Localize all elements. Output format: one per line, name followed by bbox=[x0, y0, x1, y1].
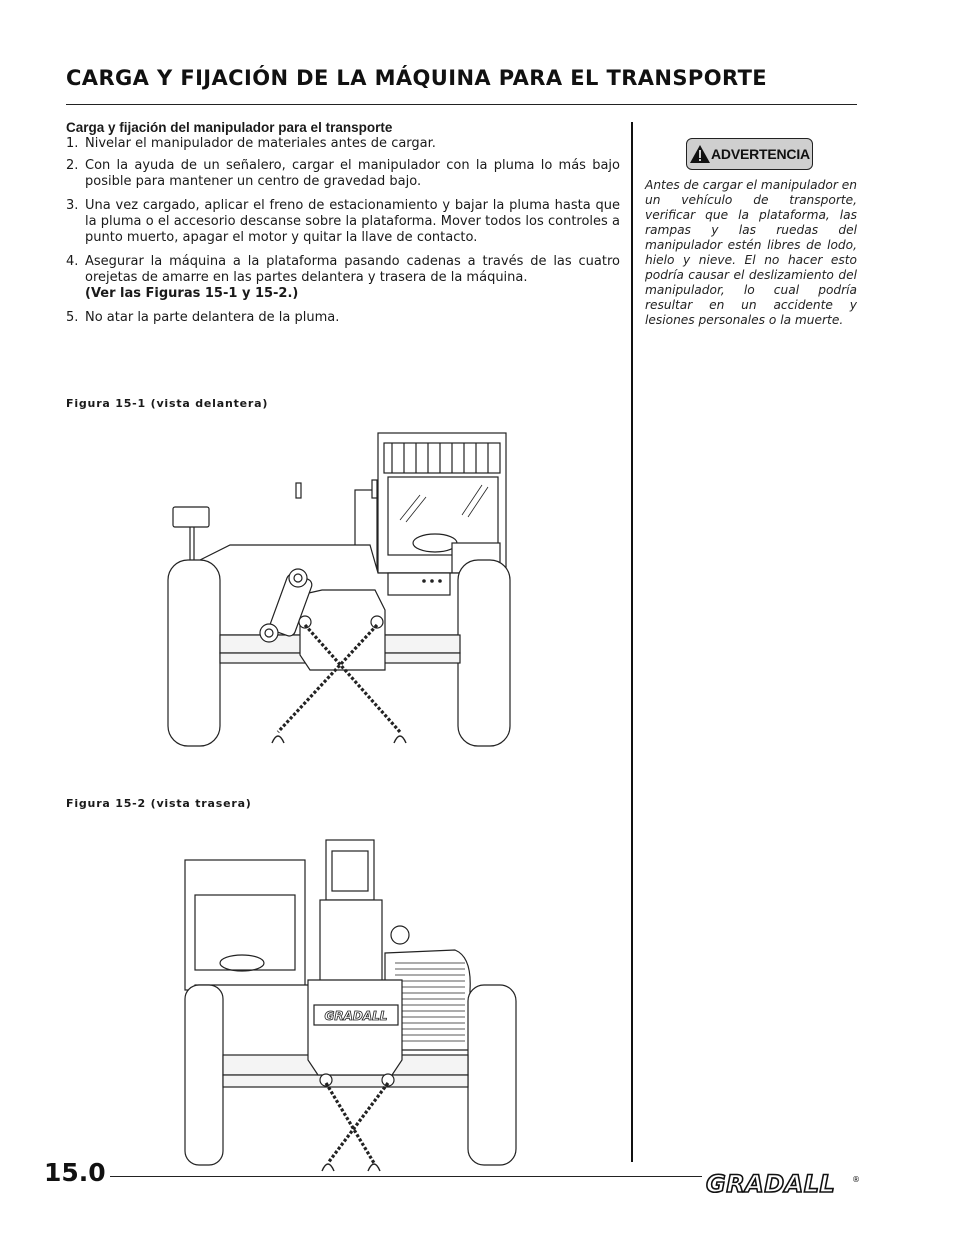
title-divider bbox=[66, 104, 857, 105]
steps-list bbox=[66, 136, 620, 326]
warning-text: Antes de cargar el manipulador en un vehículo de transporte, verificar que la plataforma, las rampas y las ruedas del manipulador estén libres de lodo, hielo y nieve. El no hacer esto podría causar el deslizamiento del manipulador, lo cual podría resultar en un accidente y lesiones personales o la muerte. bbox=[645, 178, 857, 327]
counterweight-logo-text: GRADALL bbox=[324, 1009, 388, 1023]
section-subheading: Carga y fijación del manipulador para el transporte bbox=[66, 120, 393, 135]
step-item: 4. Asegurar la máquina a la plataforma pasando cadenas a través de las cuatro orejetas de amarre en las partes delantera y trasera de la máquina. (Ver las Figuras 15-1 y 15-2.) bbox=[66, 254, 620, 301]
figure-1-front-view-drawing bbox=[160, 425, 520, 755]
step-item: 3. Una vez cargado, aplicar el freno de estacionamiento y bajar la pluma hasta que la pluma o el accesorio descanse sobre la plataforma. Mover todos los controles a punto muerto, apagar el motor y quitar la llave de contacto. bbox=[66, 198, 620, 245]
gradall-logo-text: GRADALL bbox=[706, 1170, 836, 1198]
footer-divider bbox=[110, 1176, 702, 1177]
page-title: CARGA Y FIJACIÓN DE LA MÁQUINA PARA EL TRANSPORTE bbox=[66, 66, 768, 90]
column-divider bbox=[631, 122, 633, 1162]
gradall-logo bbox=[704, 1168, 860, 1198]
warning-label: ADVERTENCIA bbox=[711, 146, 810, 162]
figure-reference: (Ver las Figuras 15-1 y 15-2.) bbox=[85, 286, 299, 301]
step-item: 2. Con la ayuda de un señalero, cargar el manipulador con la pluma lo más bajo posible para mantener un centro de gravedad bajo. bbox=[66, 158, 620, 189]
step-item: 1. Nivelar el manipulador de materiales antes de cargar. bbox=[66, 136, 436, 151]
figure-1-caption: Figura 15-1 (vista delantera) bbox=[66, 397, 269, 410]
warning-badge bbox=[686, 138, 813, 170]
figure-2-rear-view-drawing bbox=[180, 835, 520, 1175]
registered-mark: ® bbox=[852, 1175, 860, 1184]
step-item: 5. No atar la parte delantera de la pluma. bbox=[66, 310, 340, 325]
instructions-column bbox=[66, 120, 620, 334]
section-number: 15.0 bbox=[44, 1158, 106, 1187]
figure-2-caption: Figura 15-2 (vista trasera) bbox=[66, 797, 252, 810]
warning-triangle-icon bbox=[689, 144, 711, 164]
